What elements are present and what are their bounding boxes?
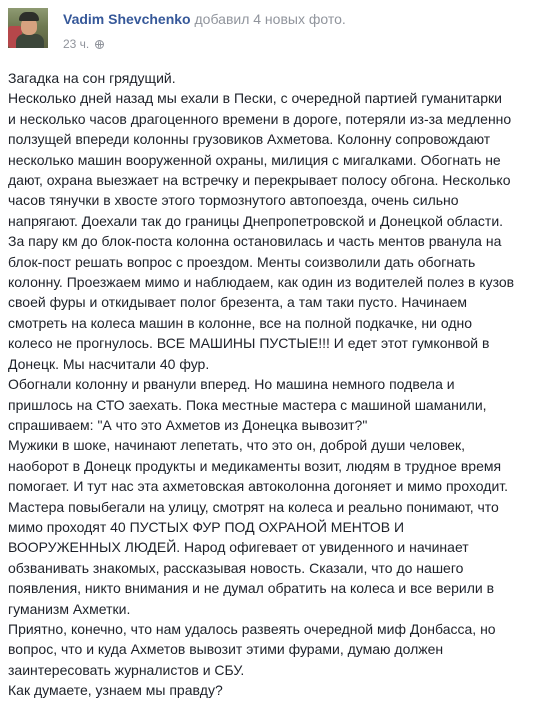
post-text-line: Обогнали колонну и рванули вперед. Но машина немного подвела и [8,376,455,393]
post-text-line: пришлось на СТО заехать. Пока местные мастера с машиной шаманили, [8,396,487,413]
post-text-line: наоборот в Донецк продукты и медикаменты возит, людям в трудное время [8,457,502,474]
post-text-line: Приятно, конечно, что нам удалось развеять очередной миф Донбасса, но [8,620,496,637]
avatar-person-cap [19,12,39,21]
post-text-line: своей фуры и откидывает полог брезента, а там таки пусто. Начинаем [8,294,468,311]
post-text-line: спрашиваем: "А что это Ахметов из Донецка вывозит?" [8,416,368,433]
post-text-line: Загадка на сон грядущий. [8,70,176,86]
post-text [8,68,540,701]
post-text-line: колесо не прогнулось. ВСЕ МАШИНЫ ПУСТЫЕ!!! И едет этот гумконвой в [8,335,490,352]
post-text-line: несколько машин вооруженной охраны, милиция с мигалками. Обогнать не [8,151,501,168]
post-text-line: ползущей впереди колонны грузовиков Ахметова. Колонну сопровождают [8,131,491,148]
post-text-line: помогает. И тут нас эта ахметовская автоколонна догоняет и мимо проходит. [8,478,509,495]
post-text-line: часов тянучки в хвосте этого тормознутого автопоезда, очень сильно [8,192,459,209]
post-text-line: Донецк. Мы насчитали 40 фур. [8,355,210,372]
post-text-line: Как думаете, узнаем мы правду? [8,682,223,699]
post-text-line: Мужики в шоке, начинают лепетать, что это он, доброй души человек, [8,437,466,454]
avatar-person-body [16,34,44,48]
post-text-line: гуманизм Ахметки. [8,600,131,617]
post-meta [63,36,104,52]
post-text-line: вопрос, что и куда Ахметов вывозит этими фурами, думаю должен [8,641,444,658]
post-text-line: блок-пост решать вопрос с проездом. Менты соизволили дать обогнать [8,253,476,270]
post-text-line: смотреть на колеса машин в колонне, все на полной подкачке, ни одно [8,314,473,331]
post-text-line: дают, охрана выезжает на встречку и перекрывает полосу обгона. Несколько [8,172,511,189]
post-text-line: появления, никто внимания и не думал обратить на колеса и все верили в [8,580,495,597]
post-text-line: и несколько часов драгоценного времени в дороге, потеряли из-за медленно [8,110,512,127]
post-timestamp-link[interactable]: 23 ч. [63,37,90,51]
post-text-line: мимо проходят 40 ПУСТЫХ ФУР ПОД ОХРАНОЙ МЕНТОВ И [8,518,405,535]
post-text-line: напрягают. Доехали так до границы Днепропетровской и Донецкой области. [8,212,504,229]
globe-icon[interactable] [95,40,104,49]
post-text-line: ВООРУЖЕННЫХ ЛЮДЕЙ. Народ офигевает от увиденного и начинает [8,539,469,556]
post-text-line: За пару км до блок-поста колонна остановилась и часть ментов рванула на [8,233,502,250]
post-text-line: Несколько дней назад мы ехали в Пески, с очередной партией гуманитарки [8,90,502,107]
post-header [63,10,346,28]
post-action-text: добавил 4 новых фото. [194,11,346,27]
post-text-line: Мастера повыбегали на улицу, смотрят на колеса и реально понимают, что [8,498,499,515]
avatar[interactable] [8,8,48,48]
post-text-line: колонну. Проезжаем мимо и наблюдаем, как один из водителей полез в кузов [8,274,515,291]
post-text-line: заинтересовать журналистов и СБУ. [8,661,245,678]
post-text-line: обзванивать знакомых, рассказывая новость. Сказали, что до нашего [8,559,464,576]
author-name-link[interactable]: Vadim Shevchenko [63,11,191,27]
